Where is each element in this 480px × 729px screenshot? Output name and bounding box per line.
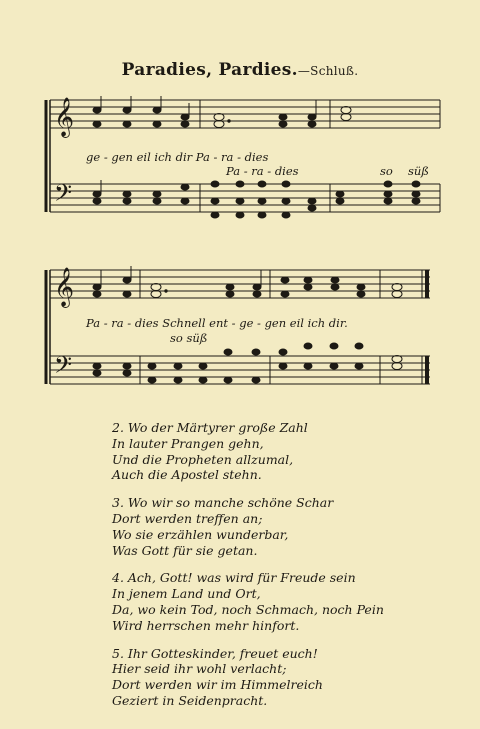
hymn-title-sub: —Schluß. — [297, 64, 359, 78]
system1-treble-staff — [50, 100, 440, 128]
verse-line: Was Gott für sie getan. — [112, 542, 258, 558]
system2-so-suss: so süß — [170, 331, 208, 345]
verse — [112, 495, 452, 558]
treble-clef-icon: 𝄞 — [54, 97, 75, 137]
system1-suss: süß — [408, 164, 429, 178]
verse — [112, 646, 452, 709]
verse-line: Wo sie erzählen wunderbar, — [112, 526, 289, 542]
verse-line: Dort werden treffen an; — [112, 510, 263, 526]
system1-treble-notes — [93, 96, 351, 128]
system2-bass-staff — [50, 356, 430, 384]
system2-lyrics: Pa - ra - dies Schnell ent - ge - gen eil ich dir. — [86, 316, 348, 330]
treble-clef-icon: 𝄞 — [54, 267, 75, 307]
verse-line: 3. Wo wir so manche schöne Schar — [112, 495, 334, 511]
verse-line: Auch die Apostel stehn. — [112, 467, 262, 483]
verse-line: In jenem Land und Ort, — [112, 586, 261, 602]
hymn-title-main: Paradies, Pardies. — [121, 60, 298, 80]
system1-so: so — [380, 164, 393, 178]
verse-line: 5. Ihr Gotteskinder, freuet euch! — [112, 645, 318, 661]
verse-line: In lauter Prangen gehn, — [112, 435, 264, 451]
system2-treble-staff — [50, 270, 430, 298]
verses — [112, 420, 452, 721]
verse-line: Dort werden wir im Himmelreich — [112, 677, 323, 693]
verse-line: Hier seid ihr wohl verlacht; — [112, 661, 287, 677]
bass-clef-icon: 𝄢 — [54, 179, 73, 212]
system2-treble-notes — [93, 266, 402, 298]
verse — [112, 570, 452, 633]
verse-line: Wird herrschen mehr hinfort. — [112, 617, 300, 633]
verse-line: Da, wo kein Tod, noch Schmach, noch Pein — [112, 601, 384, 617]
bass-clef-icon: 𝄢 — [54, 351, 73, 384]
verse-line: 4. Ach, Gott! was wird für Freude sein — [112, 570, 356, 586]
verse — [112, 420, 452, 483]
system1-bass-lyrics: Pa - ra - dies — [226, 164, 299, 178]
verse-line: Geziert in Seidenpracht. — [112, 692, 268, 708]
system1-lyrics: ge - gen eil ich dir Pa - ra - dies — [86, 150, 269, 164]
system1-bass-staff — [50, 184, 440, 212]
verse-line: 2. Wo der Märtyrer große Zahl — [112, 420, 308, 435]
verse-line: Und die Propheten allzumal, — [112, 451, 294, 467]
